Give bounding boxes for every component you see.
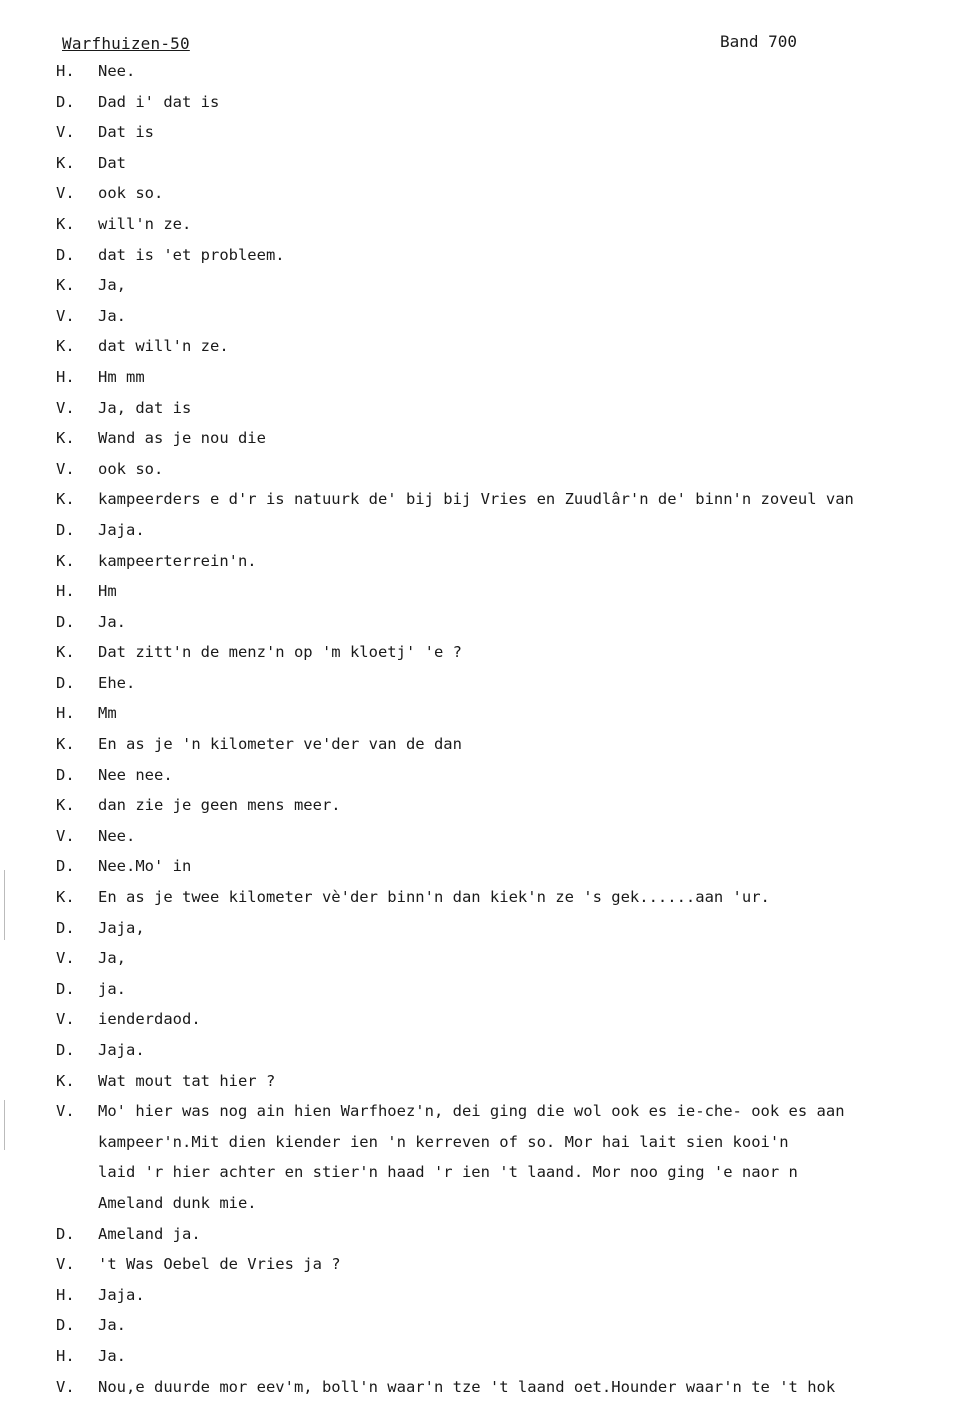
dialogue-line: [56, 1225, 961, 1256]
line-text: En as je 'n kilometer ve'der van de dan: [98, 735, 462, 754]
speaker-label: V.: [56, 184, 75, 203]
speaker-label: K.: [56, 214, 75, 233]
speaker-label: V.: [56, 459, 75, 478]
speaker-label: D.: [56, 1224, 75, 1243]
line-text: 't Was Oebel de Vries ja ?: [98, 1255, 341, 1274]
speaker-label: D.: [56, 92, 75, 111]
dialogue-line: [56, 215, 961, 246]
speaker-label: K.: [56, 551, 75, 570]
dialogue-line: [56, 123, 961, 154]
dialogue-line: [56, 735, 961, 766]
line-text: Mo' hier was nog ain hien Warfhoez'n, dei ging die wol ook es ie-che- ook es aan: [98, 1102, 845, 1121]
speaker-label: V.: [56, 123, 75, 142]
margin-line: [4, 870, 5, 940]
speaker-label: K.: [56, 153, 75, 172]
line-text: kampeerterrein'n.: [98, 551, 257, 570]
dialogue-line: [56, 552, 961, 583]
speaker-label: D.: [56, 520, 75, 539]
line-text: Ja.: [98, 1316, 126, 1335]
line-text: Mm: [98, 704, 117, 723]
dialogue-line: [56, 949, 961, 980]
line-text: Nee nee.: [98, 765, 173, 784]
dialogue-line: [56, 154, 961, 185]
band-number: Band 700: [720, 32, 798, 51]
speaker-label: D.: [56, 765, 75, 784]
speaker-label: V.: [56, 1102, 75, 1121]
line-text: Dat is: [98, 123, 154, 142]
speaker-label: K.: [56, 490, 75, 509]
line-text: kampeer'n.Mit dien kiender ien 'n kerreven of so. Mor hai lait sien kooi'n: [98, 1132, 789, 1151]
line-text: Hm mm: [98, 367, 145, 386]
dialogue-line: [56, 521, 961, 552]
line-text: ja.: [98, 979, 126, 998]
dialogue-line: [56, 1010, 961, 1041]
line-text: Nee.Mo' in: [98, 857, 192, 876]
dialogue-line: [56, 674, 961, 705]
speaker-label: D.: [56, 673, 75, 692]
line-text: Ameland ja.: [98, 1224, 201, 1243]
dialogue-line: [56, 399, 961, 430]
line-text: Dat: [98, 153, 126, 172]
line-text: ook so.: [98, 184, 164, 203]
speaker-label: V.: [56, 398, 75, 417]
speaker-label: V.: [56, 1377, 75, 1396]
speaker-label: D.: [56, 1041, 75, 1059]
dialogue-line: [56, 1378, 961, 1408]
dialogue-line: [56, 1347, 961, 1378]
line-text: Dad i' dat is: [98, 92, 220, 111]
speaker-label: K.: [56, 888, 75, 907]
line-text: Nee.: [98, 826, 136, 845]
speaker-label: V.: [56, 1010, 75, 1029]
speaker-label: H.: [56, 1346, 75, 1365]
line-text: will'n ze.: [98, 214, 192, 233]
dialogue-line: [56, 796, 961, 827]
dialogue-line: [56, 827, 961, 858]
dialogue-line: [56, 1316, 961, 1347]
line-text: Hm: [98, 582, 117, 601]
line-text: Ameland dunk mie.: [98, 1193, 257, 1212]
speaker-label: H.: [56, 582, 75, 601]
speaker-label: D.: [56, 1316, 75, 1335]
speaker-label: V.: [56, 826, 75, 845]
line-text: Ja.: [98, 306, 126, 325]
line-text: ook so.: [98, 459, 164, 478]
line-text: ienderdaod.: [98, 1010, 201, 1029]
dialogue-line: [56, 246, 961, 277]
speaker-label: K.: [56, 643, 75, 662]
dialogue-line: [56, 460, 961, 491]
line-text: kampeerders e d'r is natuurk de' bij bij Vries en Zuudlâr'n de' binn'n zoveul van: [98, 490, 854, 509]
speaker-label: K.: [56, 735, 75, 754]
speaker-label: V.: [56, 1255, 75, 1274]
line-text: Dat zitt'n de menz'n op 'm kloetj' 'e ?: [98, 643, 462, 662]
line-text: Nee.: [98, 62, 136, 80]
dialogue-line: [56, 1286, 961, 1317]
line-text: Wand as je nou die: [98, 429, 266, 448]
line-text: dan zie je geen mens meer.: [98, 796, 341, 815]
speaker-label: V.: [56, 306, 75, 325]
dialogue-line: [56, 919, 961, 950]
line-text: Wat mout tat hier ?: [98, 1071, 276, 1090]
speaker-label: K.: [56, 429, 75, 448]
line-text: dat is 'et probleem.: [98, 245, 285, 264]
dialogue-line: [56, 613, 961, 644]
dialogue-line: [56, 1255, 961, 1286]
dialogue-continuation: [56, 1163, 961, 1194]
speaker-label: H.: [56, 62, 75, 80]
dialogue-line: [56, 766, 961, 797]
line-text: Jaja.: [98, 1285, 145, 1304]
dialogue-line: [56, 857, 961, 888]
dialogue-line: [56, 980, 961, 1011]
speaker-label: K.: [56, 337, 75, 356]
speaker-label: K.: [56, 1071, 75, 1090]
line-text: Jaja.: [98, 520, 145, 539]
speaker-label: D.: [56, 979, 75, 998]
speaker-label: D.: [56, 857, 75, 876]
speaker-label: D.: [56, 245, 75, 264]
line-text: Ja,: [98, 276, 126, 295]
dialogue-line: [56, 276, 961, 307]
speaker-label: H.: [56, 704, 75, 723]
line-text: Nou,e duurde mor eev'm, boll'n waar'n tze 't laand oet.Hounder waar'n te 't hok: [98, 1377, 836, 1396]
line-text: En as je twee kilometer vè'der binn'n dan kiek'n ze 's gek......aan 'ur.: [98, 888, 770, 907]
dialogue-continuation: [56, 1133, 961, 1164]
line-text: Ja,: [98, 949, 126, 968]
dialogue-line: [56, 429, 961, 460]
dialogue-continuation: [56, 1194, 961, 1225]
line-text: Jaja.: [98, 1041, 145, 1059]
line-text: laid 'r hier achter en stier'n haad 'r ien 't laand. Mor noo ging 'e naor n: [98, 1163, 798, 1182]
dialogue-line: [56, 307, 961, 338]
dialogue-line: [56, 62, 961, 93]
dialogue-line: [56, 888, 961, 919]
dialogue-line: [56, 1102, 961, 1133]
speaker-label: V.: [56, 949, 75, 968]
dialogue-line: [56, 337, 961, 368]
line-text: Ja.: [98, 612, 126, 631]
speaker-label: H.: [56, 367, 75, 386]
dialogue-line: [56, 184, 961, 215]
speaker-label: D.: [56, 918, 75, 937]
line-text: Jaja,: [98, 918, 145, 937]
transcript-lines: [56, 62, 961, 1408]
line-text: Ehe.: [98, 673, 136, 692]
dialogue-line: [56, 582, 961, 613]
page-title: Warfhuizen-50: [62, 34, 190, 53]
dialogue-line: [56, 490, 961, 521]
line-text: Ja, dat is: [98, 398, 192, 417]
dialogue-line: [56, 643, 961, 674]
line-text: dat will'n ze.: [98, 337, 229, 356]
margin-line: [4, 1100, 5, 1150]
dialogue-line: [56, 93, 961, 124]
dialogue-line: [56, 704, 961, 735]
dialogue-line: [56, 1072, 961, 1103]
line-text: Ja.: [98, 1346, 126, 1365]
dialogue-line: [56, 1041, 961, 1072]
speaker-label: H.: [56, 1285, 75, 1304]
speaker-label: K.: [56, 276, 75, 295]
speaker-label: D.: [56, 612, 75, 631]
speaker-label: K.: [56, 796, 75, 815]
dialogue-line: [56, 368, 961, 399]
